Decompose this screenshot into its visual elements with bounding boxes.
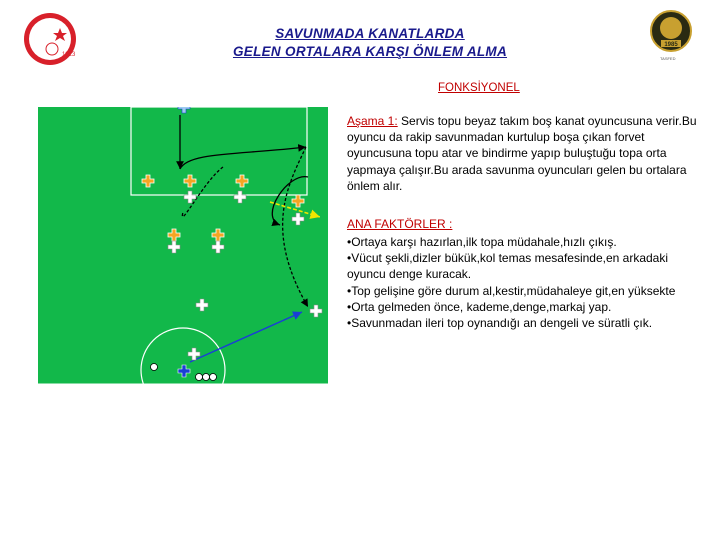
step-text: Servis topu beyaz takım boş kanat oyuncusuna verir.Bu oyuncu da rakip savunmadan kurtulup boşa çıkan forvet oyuncusuna topu atar ve bindirme yapıp buluştuğu topa orta yapmaya çalışır.Bu arada savunma oyuncuları gelen bu ortalara önlem alır. [347, 114, 697, 193]
training-pitch-diagram [38, 107, 328, 384]
step-description [347, 113, 697, 194]
logo-year-left: 1923 [62, 52, 76, 58]
federation-logo [8, 8, 92, 70]
logo-caption: TASFED [660, 56, 676, 61]
factor-item: •Orta gelmeden önce, kademe,denge,markaj yap. [347, 299, 612, 314]
association-logo [648, 8, 694, 62]
factor-item: •Savunmadan ileri top oynandığı an dengeli ve süratli çık. [347, 316, 653, 331]
factor-item: •Vücut şekli,dizler bükük,kol temas mesafesinde,en arkadaki oyuncu denge kuracak. [347, 251, 669, 282]
step-label: Aşama 1: [347, 114, 398, 128]
factor-item: •Ortaya karşı hazırlan,ilk topa müdahale,hızlı çıkış. [347, 235, 617, 249]
section-title: FONKSİYONEL [438, 82, 520, 94]
title-line-1: SAVUNMADA KANATLARDA [275, 26, 465, 41]
title-line-2: GELEN ORTALARA KARŞI ÖNLEM ALMA [232, 44, 508, 59]
logo-year-right: 1985 [664, 42, 678, 48]
factors-title: ANA FAKTÖRLER : [347, 217, 453, 231]
factors-list [347, 234, 687, 331]
page-title [160, 25, 580, 61]
factor-item: •Top gelişine göre durum al,kestir,müdahaleye git,en yüksekte [347, 283, 676, 298]
